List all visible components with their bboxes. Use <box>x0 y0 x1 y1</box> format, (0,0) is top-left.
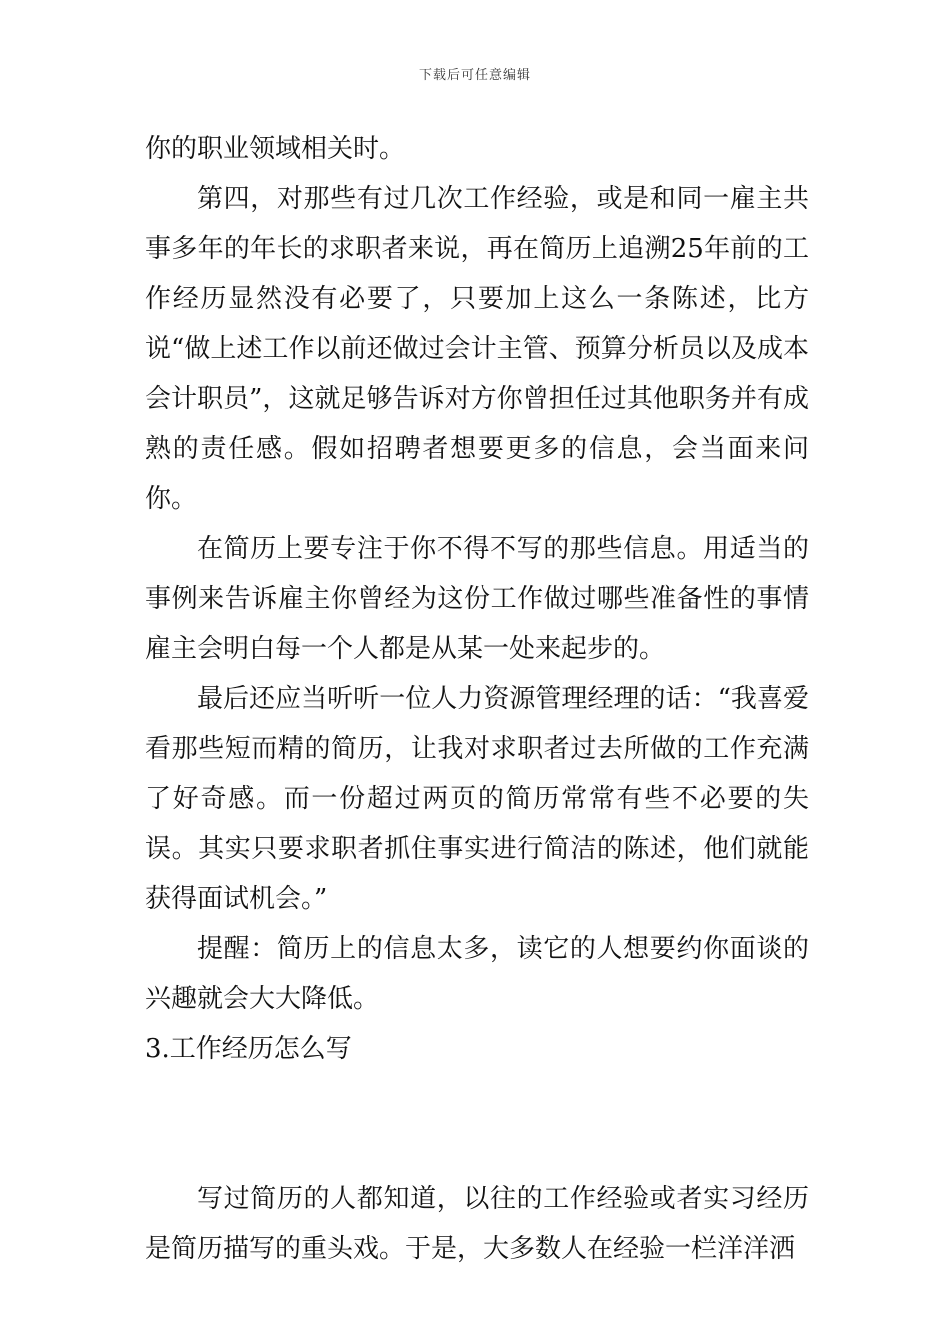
blank-space <box>145 1074 809 1174</box>
paragraph-4: 最后还应当听听一位人力资源管理经理的话：“我喜爱看那些短而精的简历，让我对求职者过去所做的工作充满了好奇感。而一份超过两页的简历常常有些不必要的失误。其实只要求职者抓住事实进行简洁的陈述，他们就能获得面试机会。” <box>145 684 809 914</box>
section-heading: 3.工作经历怎么写 <box>145 1034 352 1064</box>
page-header-note: 下载后可任意编辑 <box>418 68 531 83</box>
document-body <box>145 124 809 1274</box>
paragraph-6: 写过简历的人都知道，以往的工作经验或者实习经历是简历描写的重头戏。于是，大多数人在经验一栏洋洋洒 <box>145 1184 809 1264</box>
paragraph-5: 提醒：简历上的信息太多，读它的人想要约你面谈的兴趣就会大大降低。 <box>145 934 809 1014</box>
paragraph-1: 你的职业领域相关时。 <box>145 134 406 164</box>
paragraph-3: 在简历上要专注于你不得不写的那些信息。用适当的事例来告诉雇主你曾经为这份工作做过哪些准备性的事情雇主会明白每一个人都是从某一处来起步的。 <box>145 534 809 664</box>
paragraph-2: 第四，对那些有过几次工作经验，或是和同一雇主共事多年的年长的求职者来说，再在简历上追溯25年前的工作经历显然没有必要了，只要加上这么一条陈述，比方说“做上述工作以前还做过会计主管、预算分析员以及成本会计职员”，这就足够告诉对方你曾担任过其他职务并有成熟的责任感。假如招聘者想要更多的信息，会当面来问你。 <box>145 184 809 514</box>
